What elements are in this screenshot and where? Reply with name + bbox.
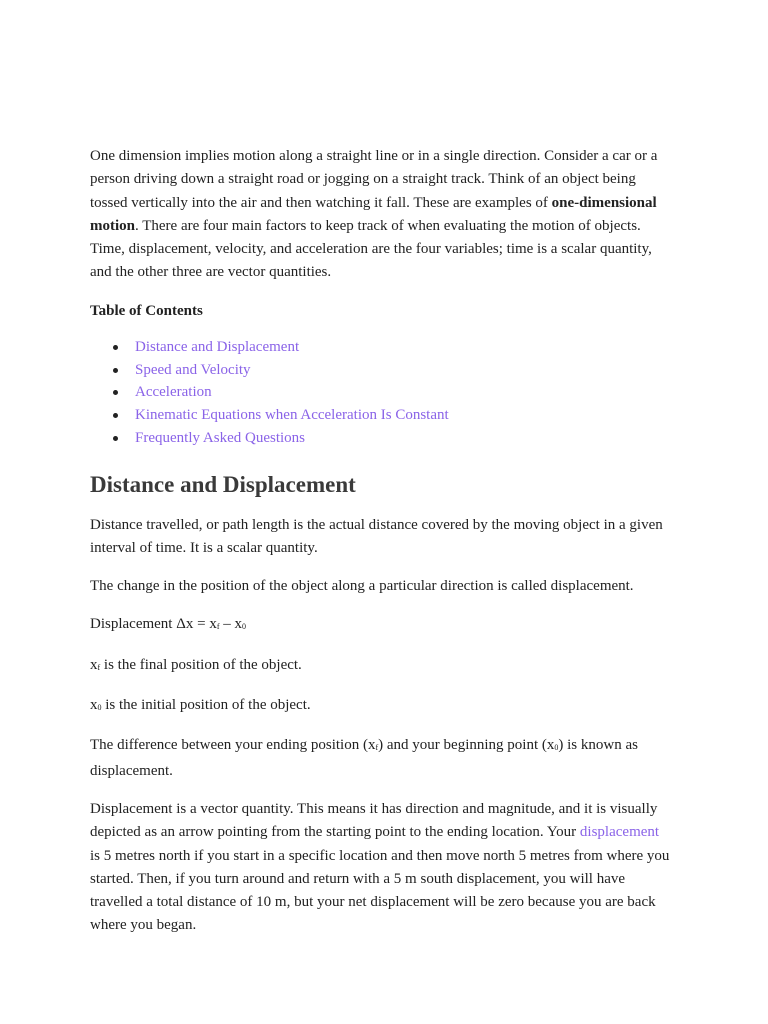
table-of-contents (90, 336, 670, 450)
toc-link-speed-velocity[interactable]: Speed and Velocity (135, 361, 251, 378)
toc-item (90, 336, 670, 359)
displacement-formula: Displacement Δx = xf – x0 (90, 616, 246, 633)
toc-item (90, 427, 670, 450)
initial-position-definition: x0 is the initial position of the object. (90, 697, 311, 714)
toc-title: Table of Contents (90, 302, 203, 319)
toc-link-distance-displacement[interactable]: Distance and Displacement (135, 339, 300, 356)
intro-text-1: One dimension implies motion along a straight line or in a single direction. Consider a car or a person driving down a straight road or jogging on a straight track. Think of an object being tossed vertically into the air and then watching it fall. These are examples of (90, 148, 658, 211)
toc-link-kinematic-equations[interactable]: Kinematic Equations when Acceleration Is Constant (135, 407, 449, 424)
article (90, 145, 670, 953)
intro-bold-term: one-dimensional motion (90, 194, 657, 234)
intro-paragraph (90, 145, 670, 285)
distance-paragraph: Distance travelled, or path length is the actual distance covered by the moving object in a given interval of time. It is a scalar quantity. (90, 516, 663, 556)
difference-paragraph: The difference between your ending position (xf) and your beginning point (x0) is known as displacement. (90, 737, 638, 779)
vector-paragraph: Displacement is a vector quantity. This means it has direction and magnitude, and it is visually depicted as an arrow pointing from the starting point to the ending location. Your displacement is 5 metres north if you start in a specific location and then move north 5 metres from where you started. Then, if you turn around and return with a 5 m south displacement, you will have travelled a total distance of 10 m, but your net displacement will be zero because you are back where you began. (90, 800, 670, 934)
section-heading: Distance and Displacement (90, 471, 356, 497)
toc-link-acceleration[interactable]: Acceleration (135, 384, 212, 401)
displacement-link[interactable]: displacement (579, 824, 660, 841)
toc-link-faq[interactable]: Frequently Asked Questions (135, 429, 305, 446)
intro-text-2: . There are four main factors to keep track of when evaluating the motion of objects. Time, displacement, velocity, and acceleration are the four variables; time is a scalar quantity, and the other three are vector quantities. (90, 217, 652, 281)
toc-item (90, 359, 670, 382)
toc-item (90, 381, 670, 404)
final-position-definition: xf is the final position of the object. (90, 656, 302, 673)
displacement-definition: The change in the position of the object along a particular direction is called displacement. (90, 578, 634, 595)
toc-item (90, 404, 670, 427)
